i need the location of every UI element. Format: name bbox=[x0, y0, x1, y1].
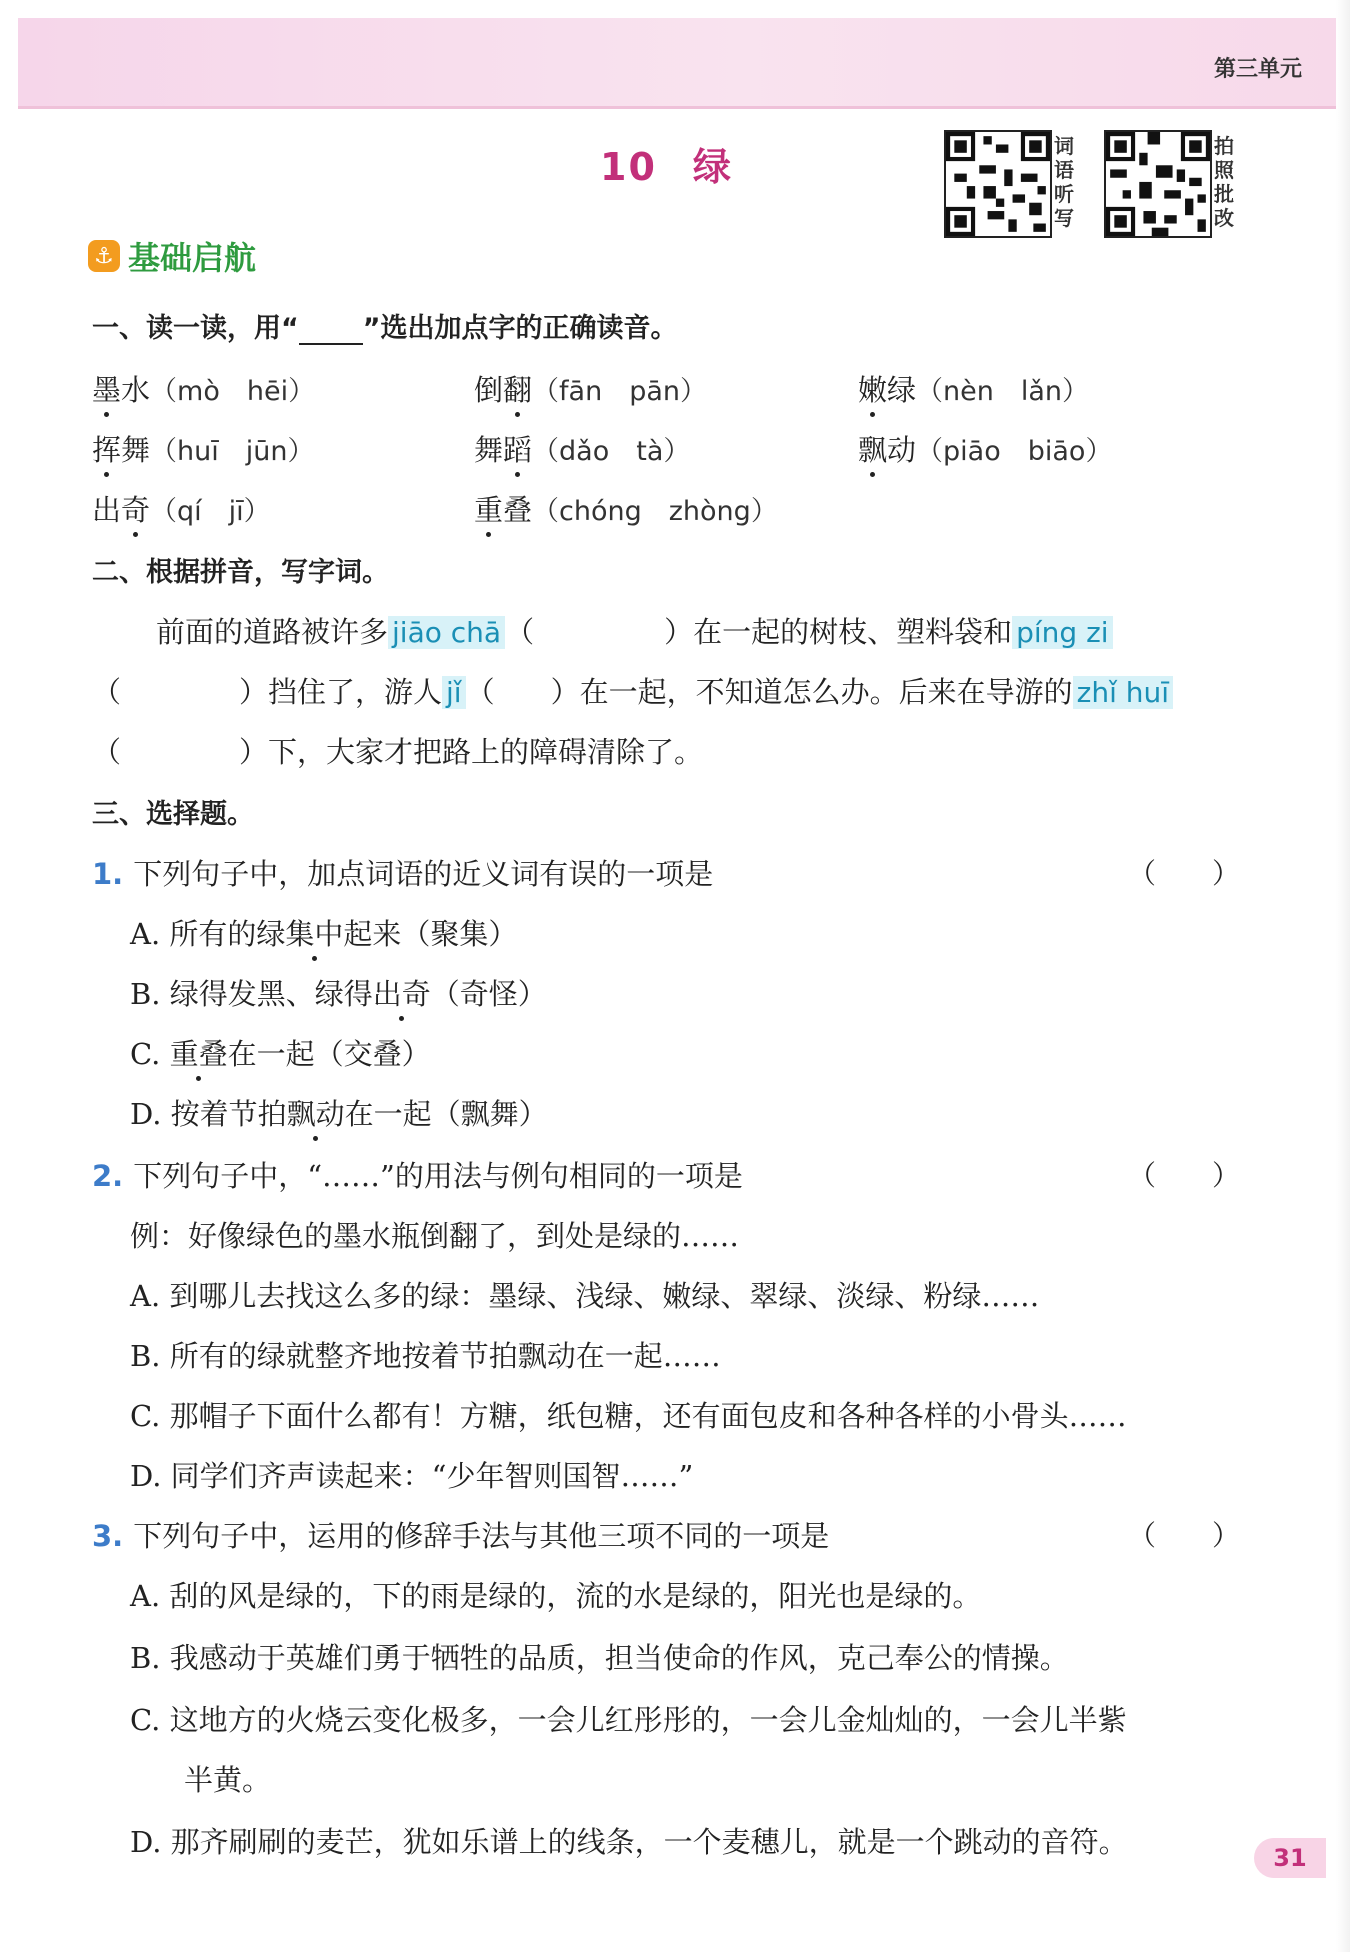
pinyin-choices[interactable]: （mò hēi） bbox=[150, 376, 316, 407]
mc-question-2 bbox=[92, 1154, 743, 1195]
pinyin-prompt: jǐ bbox=[442, 676, 466, 709]
pinyin-prompt: jiāo chā bbox=[388, 616, 505, 649]
qr-pattern-icon bbox=[1106, 132, 1210, 236]
lesson-name: 绿 bbox=[692, 145, 733, 189]
header-banner bbox=[18, 18, 1336, 109]
pinyin-choices[interactable]: （piāo biāo） bbox=[916, 436, 1113, 467]
option-1b[interactable]: B. 绿得发黑、绿得出奇（奇怪） bbox=[130, 977, 547, 1011]
question-number: 2. bbox=[92, 1159, 124, 1193]
question-1-heading: 一、读一读，用“ ”选出加点字的正确读音。 bbox=[92, 313, 678, 344]
qr-code-photo-correction[interactable] bbox=[1104, 130, 1212, 238]
fill-paragraph-line-2: （ ）挡住了，游人 jǐ （ ）在一起，不知道怎么办。后来在导游的 zhǐ huī bbox=[92, 670, 1173, 711]
option-2c[interactable]: C. 那帽子下面什么都有！方糖，纸包糖，还有面包皮和各种各样的小骨头…… bbox=[130, 1399, 1127, 1433]
pinyin-item: 倒翻（fān pān） bbox=[474, 373, 707, 407]
question-stem: 下列句子中，“……”的用法与例句相同的一项是 bbox=[133, 1159, 743, 1193]
option-3c[interactable]: C. 这地方的火烧云变化极多，一会儿红彤彤的，一会儿金灿灿的，一会儿半紫 bbox=[130, 1703, 1127, 1737]
question-3-heading: 三、选择题。 bbox=[92, 799, 254, 830]
lesson-title bbox=[600, 136, 733, 191]
dotted-char: 墨 bbox=[92, 373, 122, 407]
dotted-char: 翻 bbox=[503, 373, 533, 407]
dotted-char: 蹈 bbox=[503, 433, 533, 467]
fill-paragraph-line-3: （ ）下，大家才把路上的障碍清除了。 bbox=[92, 735, 704, 769]
pinyin-prompt: píng zi bbox=[1012, 616, 1112, 649]
option-3a[interactable]: A. 刮的风是绿的，下的雨是绿的，流的水是绿的，阳光也是绿的。 bbox=[130, 1579, 982, 1613]
pinyin-item: 飘动（piāo biāo） bbox=[858, 433, 1113, 467]
pinyin-choices[interactable]: （nèn lǎn） bbox=[916, 376, 1090, 407]
pinyin-choices[interactable]: （qí jī） bbox=[150, 496, 271, 527]
pinyin-prompt: zhǐ huī bbox=[1073, 676, 1173, 709]
option-2d[interactable]: D. 同学们齐声读起来：“少年智则国智……” bbox=[130, 1459, 694, 1493]
question-stem: 下列句子中，加点词语的近义词有误的一项是 bbox=[133, 857, 714, 891]
question-number: 3. bbox=[92, 1519, 124, 1553]
option-1a[interactable]: A. 所有的绿集中起来（聚集） bbox=[130, 917, 518, 951]
qr-pattern-icon bbox=[946, 132, 1050, 236]
pinyin-item: 墨水（mò hēi） bbox=[92, 373, 316, 407]
qr-label-photo-correction: 拍 照 批 改 bbox=[1214, 134, 1234, 230]
option-1c[interactable]: C. 重叠在一起（交叠） bbox=[130, 1037, 431, 1071]
underline-sample bbox=[299, 319, 363, 345]
option-1d[interactable]: D. 按着节拍飘动在一起（飘舞） bbox=[130, 1097, 548, 1131]
page-edge bbox=[1336, 0, 1350, 1952]
answer-paren-1[interactable]: （ ） bbox=[1127, 857, 1240, 890]
dotted-char: 飘 bbox=[858, 433, 888, 467]
qr-label-dictation: 词 语 听 写 bbox=[1054, 134, 1074, 230]
anchor-icon: ⚓ bbox=[88, 240, 120, 272]
section-title: 基础启航 bbox=[128, 239, 257, 277]
question-2-heading: 二、根据拼音，写字词。 bbox=[92, 557, 389, 588]
pinyin-item: 重叠（chóng zhòng） bbox=[474, 493, 778, 527]
dotted-char: 重 bbox=[474, 493, 504, 527]
mc-question-3 bbox=[92, 1514, 829, 1555]
pinyin-choices[interactable]: （dǎo tà） bbox=[532, 436, 691, 467]
option-2a[interactable]: A. 到哪儿去找这么多的绿：墨绿、浅绿、嫩绿、翠绿、淡绿、粉绿…… bbox=[130, 1279, 1040, 1313]
option-3b[interactable]: B. 我感动于英雄们勇于牺牲的品质，担当使命的作风，克己奉公的情操。 bbox=[130, 1641, 1069, 1675]
option-2b[interactable]: B. 所有的绿就整齐地按着节拍飘动在一起…… bbox=[130, 1339, 721, 1373]
dotted-char: 嫩 bbox=[858, 373, 888, 407]
example-sentence: 例：好像绿色的墨水瓶倒翻了，到处是绿的…… bbox=[130, 1219, 740, 1253]
pinyin-item: 嫩绿（nèn lǎn） bbox=[858, 373, 1090, 407]
mc-question-1 bbox=[92, 852, 713, 893]
pinyin-item: 挥舞（huī jūn） bbox=[92, 433, 315, 467]
pinyin-item: 舞蹈（dǎo tà） bbox=[474, 433, 691, 467]
pinyin-item: 出奇（qí jī） bbox=[92, 493, 271, 527]
dotted-char: 奇 bbox=[121, 493, 151, 527]
answer-paren-2[interactable]: （ ） bbox=[1127, 1159, 1240, 1192]
qr-code-dictation[interactable] bbox=[944, 130, 1052, 238]
pinyin-choices[interactable]: （chóng zhòng） bbox=[532, 496, 778, 527]
section-basics bbox=[88, 236, 256, 276]
option-3c-continued: 半黄。 bbox=[184, 1763, 272, 1797]
answer-paren-3[interactable]: （ ） bbox=[1127, 1519, 1240, 1552]
lesson-number: 10 bbox=[600, 145, 657, 189]
question-stem: 下列句子中，运用的修辞手法与其他三项不同的一项是 bbox=[133, 1519, 830, 1553]
dotted-char: 挥 bbox=[92, 433, 122, 467]
pinyin-choices[interactable]: （fān pān） bbox=[532, 376, 707, 407]
unit-label: 第三单元 bbox=[1213, 57, 1302, 82]
question-number: 1. bbox=[92, 857, 124, 891]
option-3d[interactable]: D. 那齐刷刷的麦芒，犹如乐谱上的线条，一个麦穗儿，就是一个跳动的音符。 bbox=[130, 1825, 1128, 1859]
pinyin-choices[interactable]: （huī jūn） bbox=[150, 436, 315, 467]
fill-paragraph-line-1: 前面的道路被许多 jiāo chā （ ）在一起的树枝、塑料袋和 píng zi bbox=[156, 610, 1113, 651]
page-number: 31 bbox=[1254, 1838, 1326, 1878]
